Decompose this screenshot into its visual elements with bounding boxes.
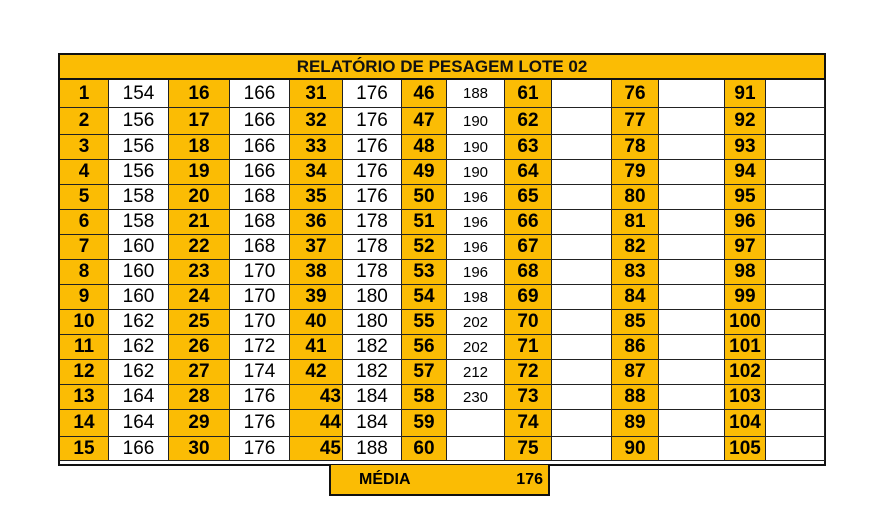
weight-value-cell bbox=[766, 260, 825, 285]
animal-number-cell: 75 bbox=[505, 437, 552, 461]
animal-number-cell: 34 bbox=[290, 160, 343, 185]
animal-number-cell: 5 bbox=[60, 185, 109, 210]
animal-number-cell: 25 bbox=[169, 310, 230, 335]
weight-value-cell bbox=[766, 285, 825, 310]
animal-number-cell: 89 bbox=[612, 410, 659, 437]
weight-value-cell: 170 bbox=[230, 285, 290, 310]
animal-number-cell: 22 bbox=[169, 235, 230, 260]
weight-value-cell bbox=[552, 135, 612, 160]
weight-value-cell: 176 bbox=[343, 80, 402, 108]
animal-number-cell: 67 bbox=[505, 235, 552, 260]
animal-number-cell: 63 bbox=[505, 135, 552, 160]
weight-value-cell bbox=[659, 437, 725, 461]
weight-value-cell: 168 bbox=[230, 185, 290, 210]
animal-number-cell: 66 bbox=[505, 210, 552, 235]
weight-value-cell: 174 bbox=[230, 360, 290, 385]
animal-number-cell: 84 bbox=[612, 285, 659, 310]
weight-value-cell: 182 bbox=[343, 360, 402, 385]
animal-number-cell: 102 bbox=[725, 360, 766, 385]
animal-number-cell: 21 bbox=[169, 210, 230, 235]
weight-value-cell bbox=[552, 335, 612, 360]
weight-value-cell bbox=[552, 310, 612, 335]
animal-number-cell: 68 bbox=[505, 260, 552, 285]
animal-number-cell: 96 bbox=[725, 210, 766, 235]
report-title: RELATÓRIO DE PESAGEM LOTE 02 bbox=[60, 55, 824, 80]
animal-number-cell: 101 bbox=[725, 335, 766, 360]
animal-number-cell: 26 bbox=[169, 335, 230, 360]
weight-value-cell bbox=[447, 437, 505, 461]
animal-number-cell: 61 bbox=[505, 80, 552, 108]
weight-value-cell: 158 bbox=[109, 185, 169, 210]
animal-number-cell: 93 bbox=[725, 135, 766, 160]
animal-number-cell: 23 bbox=[169, 260, 230, 285]
animal-number-cell: 59 bbox=[402, 410, 447, 437]
weight-value-cell: 230 bbox=[447, 385, 505, 410]
weight-value-cell bbox=[659, 360, 725, 385]
weight-value-cell bbox=[447, 410, 505, 437]
weight-value-cell bbox=[766, 360, 825, 385]
animal-number-cell: 90 bbox=[612, 437, 659, 461]
weight-value-cell: 202 bbox=[447, 310, 505, 335]
weight-value-cell: 178 bbox=[343, 260, 402, 285]
animal-number-cell: 15 bbox=[60, 437, 109, 461]
animal-number-cell: 43 bbox=[290, 385, 343, 410]
animal-number-cell: 48 bbox=[402, 135, 447, 160]
weight-value-cell: 156 bbox=[109, 108, 169, 135]
animal-number-cell: 47 bbox=[402, 108, 447, 135]
animal-number-cell: 77 bbox=[612, 108, 659, 135]
weight-value-cell: 166 bbox=[230, 160, 290, 185]
animal-number-cell: 14 bbox=[60, 410, 109, 437]
weight-value-cell bbox=[659, 410, 725, 437]
weight-value-cell bbox=[552, 185, 612, 210]
weight-value-cell: 172 bbox=[230, 335, 290, 360]
animal-number-cell: 8 bbox=[60, 260, 109, 285]
weight-value-cell bbox=[766, 385, 825, 410]
weight-value-cell bbox=[659, 160, 725, 185]
weight-value-cell bbox=[659, 108, 725, 135]
weight-value-cell: 178 bbox=[343, 210, 402, 235]
weight-value-cell bbox=[552, 108, 612, 135]
weight-value-cell bbox=[766, 135, 825, 160]
weight-value-cell: 176 bbox=[343, 160, 402, 185]
weight-value-cell bbox=[766, 335, 825, 360]
weight-value-cell: 160 bbox=[109, 285, 169, 310]
weight-value-cell: 198 bbox=[447, 285, 505, 310]
weight-value-cell bbox=[766, 80, 825, 108]
weight-value-cell: 176 bbox=[343, 108, 402, 135]
weight-value-cell: 160 bbox=[109, 235, 169, 260]
animal-number-cell: 2 bbox=[60, 108, 109, 135]
animal-number-cell: 94 bbox=[725, 160, 766, 185]
weight-value-cell: 184 bbox=[343, 410, 402, 437]
animal-number-cell: 95 bbox=[725, 185, 766, 210]
weight-value-cell: 176 bbox=[343, 135, 402, 160]
animal-number-cell: 54 bbox=[402, 285, 447, 310]
weight-value-cell: 154 bbox=[109, 80, 169, 108]
weight-value-cell: 166 bbox=[230, 80, 290, 108]
animal-number-cell: 9 bbox=[60, 285, 109, 310]
animal-number-cell: 10 bbox=[60, 310, 109, 335]
weight-value-cell: 190 bbox=[447, 160, 505, 185]
animal-number-cell: 56 bbox=[402, 335, 447, 360]
animal-number-cell: 62 bbox=[505, 108, 552, 135]
weight-value-cell: 168 bbox=[230, 235, 290, 260]
weight-value-cell bbox=[766, 160, 825, 185]
animal-number-cell: 85 bbox=[612, 310, 659, 335]
animal-number-cell: 41 bbox=[290, 335, 343, 360]
weight-value-cell bbox=[552, 80, 612, 108]
weight-value-cell bbox=[766, 310, 825, 335]
weight-value-cell: 176 bbox=[230, 410, 290, 437]
weight-value-cell: 170 bbox=[230, 260, 290, 285]
weight-value-cell bbox=[659, 285, 725, 310]
weight-value-cell bbox=[659, 185, 725, 210]
weight-value-cell bbox=[766, 108, 825, 135]
animal-number-cell: 55 bbox=[402, 310, 447, 335]
animal-number-cell: 100 bbox=[725, 310, 766, 335]
weight-value-cell bbox=[552, 210, 612, 235]
weight-value-cell bbox=[659, 260, 725, 285]
average-label: MÉDIA bbox=[359, 471, 411, 488]
weight-value-cell: 176 bbox=[343, 185, 402, 210]
animal-number-cell: 104 bbox=[725, 410, 766, 437]
weight-value-cell: 180 bbox=[343, 310, 402, 335]
animal-number-cell: 76 bbox=[612, 80, 659, 108]
animal-number-cell: 72 bbox=[505, 360, 552, 385]
weight-value-cell bbox=[659, 335, 725, 360]
animal-number-cell: 32 bbox=[290, 108, 343, 135]
animal-number-cell: 98 bbox=[725, 260, 766, 285]
animal-number-cell: 69 bbox=[505, 285, 552, 310]
weight-value-cell: 176 bbox=[230, 437, 290, 461]
animal-number-cell: 40 bbox=[290, 310, 343, 335]
weight-value-cell: 162 bbox=[109, 310, 169, 335]
animal-number-cell: 70 bbox=[505, 310, 552, 335]
weighing-report-table bbox=[58, 53, 826, 466]
animal-number-cell: 4 bbox=[60, 160, 109, 185]
animal-number-cell: 74 bbox=[505, 410, 552, 437]
animal-number-cell: 27 bbox=[169, 360, 230, 385]
weight-value-cell: 156 bbox=[109, 160, 169, 185]
animal-number-cell: 13 bbox=[60, 385, 109, 410]
weight-value-cell: 196 bbox=[447, 260, 505, 285]
weight-value-cell: 166 bbox=[109, 437, 169, 461]
animal-number-cell: 65 bbox=[505, 185, 552, 210]
weight-value-cell: 166 bbox=[230, 135, 290, 160]
animal-number-cell: 24 bbox=[169, 285, 230, 310]
animal-number-cell: 92 bbox=[725, 108, 766, 135]
animal-number-cell: 52 bbox=[402, 235, 447, 260]
weight-value-cell: 184 bbox=[343, 385, 402, 410]
animal-number-cell: 12 bbox=[60, 360, 109, 385]
weight-value-cell: 156 bbox=[109, 135, 169, 160]
animal-number-cell: 86 bbox=[612, 335, 659, 360]
animal-number-cell: 29 bbox=[169, 410, 230, 437]
animal-number-cell: 50 bbox=[402, 185, 447, 210]
weight-value-cell: 196 bbox=[447, 235, 505, 260]
animal-number-cell: 87 bbox=[612, 360, 659, 385]
animal-number-cell: 91 bbox=[725, 80, 766, 108]
weight-value-cell: 182 bbox=[343, 335, 402, 360]
animal-number-cell: 3 bbox=[60, 135, 109, 160]
weight-value-cell bbox=[766, 185, 825, 210]
animal-number-cell: 39 bbox=[290, 285, 343, 310]
weight-value-cell bbox=[659, 135, 725, 160]
animal-number-cell: 28 bbox=[169, 385, 230, 410]
weight-value-cell: 158 bbox=[109, 210, 169, 235]
animal-number-cell: 7 bbox=[60, 235, 109, 260]
weight-value-cell: 202 bbox=[447, 335, 505, 360]
weight-value-cell: 196 bbox=[447, 210, 505, 235]
weight-value-cell: 164 bbox=[109, 410, 169, 437]
weight-value-cell bbox=[552, 235, 612, 260]
weight-value-cell bbox=[552, 410, 612, 437]
animal-number-cell: 73 bbox=[505, 385, 552, 410]
weight-value-cell: 190 bbox=[447, 135, 505, 160]
animal-number-cell: 81 bbox=[612, 210, 659, 235]
weight-value-cell bbox=[552, 437, 612, 461]
animal-number-cell: 17 bbox=[169, 108, 230, 135]
animal-number-cell: 83 bbox=[612, 260, 659, 285]
animal-number-cell: 44 bbox=[290, 410, 343, 437]
weight-value-cell bbox=[659, 80, 725, 108]
weight-value-cell: 168 bbox=[230, 210, 290, 235]
weight-value-cell bbox=[659, 210, 725, 235]
weight-value-cell bbox=[552, 160, 612, 185]
animal-number-cell: 51 bbox=[402, 210, 447, 235]
average-box bbox=[329, 465, 550, 496]
weight-value-cell: 196 bbox=[447, 185, 505, 210]
animal-number-cell: 30 bbox=[169, 437, 230, 461]
animal-number-cell: 11 bbox=[60, 335, 109, 360]
animal-number-cell: 38 bbox=[290, 260, 343, 285]
weight-value-cell bbox=[766, 410, 825, 437]
animal-number-cell: 18 bbox=[169, 135, 230, 160]
animal-number-cell: 64 bbox=[505, 160, 552, 185]
animal-number-cell: 60 bbox=[402, 437, 447, 461]
animal-number-cell: 78 bbox=[612, 135, 659, 160]
weight-value-cell bbox=[552, 385, 612, 410]
animal-number-cell: 35 bbox=[290, 185, 343, 210]
weight-value-cell bbox=[659, 385, 725, 410]
average-value: 176 bbox=[516, 471, 543, 488]
animal-number-cell: 45 bbox=[290, 437, 343, 461]
animal-number-cell: 99 bbox=[725, 285, 766, 310]
animal-number-cell: 97 bbox=[725, 235, 766, 260]
animal-number-cell: 105 bbox=[725, 437, 766, 461]
animal-number-cell: 71 bbox=[505, 335, 552, 360]
animal-number-cell: 79 bbox=[612, 160, 659, 185]
weight-value-cell: 170 bbox=[230, 310, 290, 335]
weight-value-cell bbox=[766, 210, 825, 235]
animal-number-cell: 37 bbox=[290, 235, 343, 260]
animal-number-cell: 6 bbox=[60, 210, 109, 235]
weight-value-cell bbox=[552, 285, 612, 310]
weight-value-cell: 160 bbox=[109, 260, 169, 285]
animal-number-cell: 16 bbox=[169, 80, 230, 108]
animal-number-cell: 57 bbox=[402, 360, 447, 385]
animal-number-cell: 19 bbox=[169, 160, 230, 185]
weight-value-cell bbox=[766, 437, 825, 461]
weight-value-cell: 188 bbox=[447, 80, 505, 108]
animal-number-cell: 36 bbox=[290, 210, 343, 235]
weight-value-cell: 164 bbox=[109, 385, 169, 410]
animal-number-cell: 82 bbox=[612, 235, 659, 260]
animal-number-cell: 46 bbox=[402, 80, 447, 108]
animal-number-cell: 20 bbox=[169, 185, 230, 210]
weight-value-cell bbox=[659, 310, 725, 335]
animal-number-cell: 49 bbox=[402, 160, 447, 185]
weight-value-cell: 178 bbox=[343, 235, 402, 260]
animal-number-cell: 31 bbox=[290, 80, 343, 108]
weight-value-cell: 180 bbox=[343, 285, 402, 310]
weight-value-cell: 190 bbox=[447, 108, 505, 135]
weight-value-cell bbox=[552, 260, 612, 285]
weight-value-cell: 162 bbox=[109, 360, 169, 385]
weight-value-cell bbox=[659, 235, 725, 260]
animal-number-cell: 33 bbox=[290, 135, 343, 160]
animal-number-cell: 42 bbox=[290, 360, 343, 385]
weight-value-cell: 188 bbox=[343, 437, 402, 461]
weight-value-cell bbox=[766, 235, 825, 260]
animal-number-cell: 103 bbox=[725, 385, 766, 410]
animal-number-cell: 58 bbox=[402, 385, 447, 410]
animal-number-cell: 80 bbox=[612, 185, 659, 210]
weight-value-cell: 166 bbox=[230, 108, 290, 135]
weight-value-cell bbox=[552, 360, 612, 385]
animal-number-cell: 1 bbox=[60, 80, 109, 108]
weight-value-cell: 212 bbox=[447, 360, 505, 385]
weight-value-cell: 162 bbox=[109, 335, 169, 360]
weight-value-cell: 176 bbox=[230, 385, 290, 410]
animal-number-cell: 88 bbox=[612, 385, 659, 410]
animal-number-cell: 53 bbox=[402, 260, 447, 285]
